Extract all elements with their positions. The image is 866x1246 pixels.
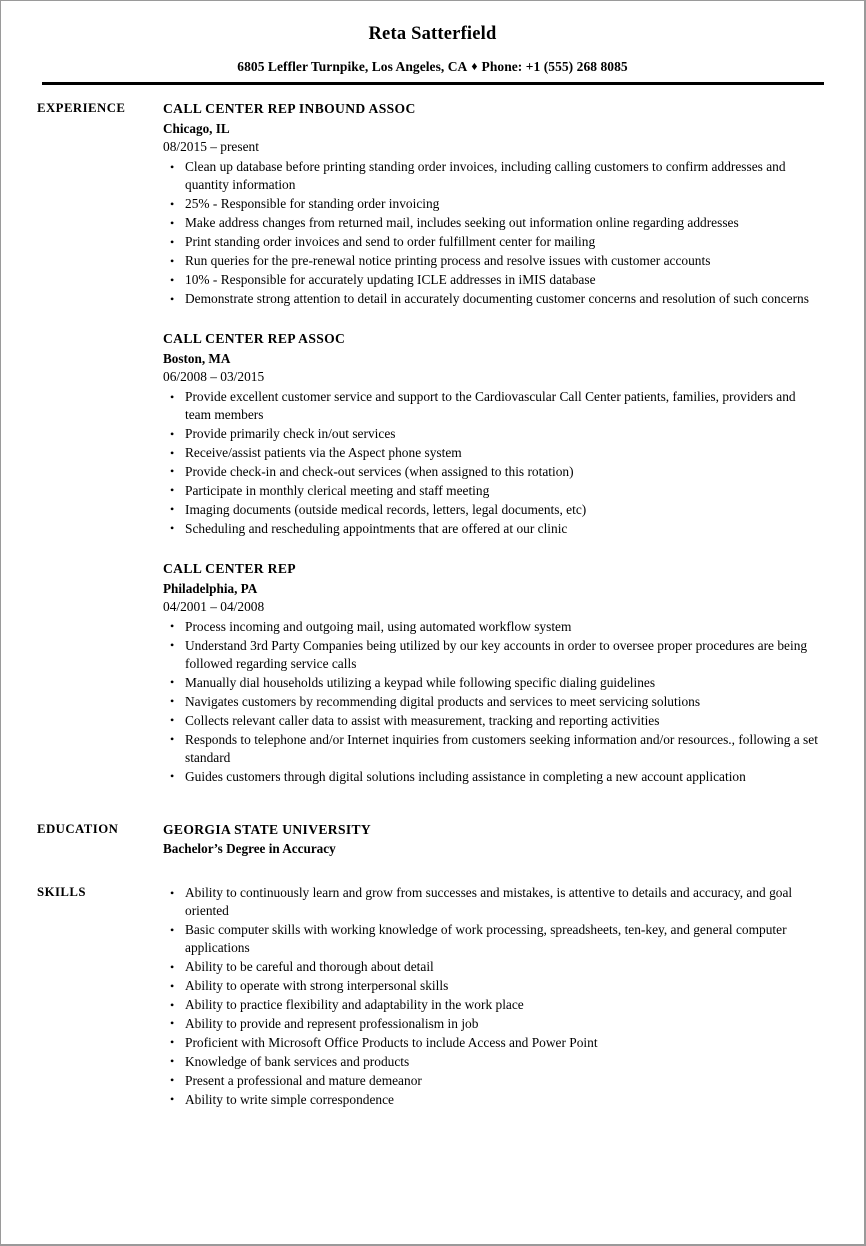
job-bullet: • Receive/assist patients via the Aspect phone system bbox=[163, 444, 822, 462]
job-title: CALL CENTER REP bbox=[163, 560, 296, 576]
candidate-contact-line bbox=[1, 59, 864, 75]
skills-label-column bbox=[37, 884, 163, 900]
candidate-name: Reta Satterfield bbox=[368, 24, 497, 44]
skill-bullet: • Basic computer skills with working knowledge of work processing, spreadsheets, ten-key, and general computer applications bbox=[163, 921, 822, 957]
skill-bullet: • Proficient with Microsoft Office Products to include Access and Power Point bbox=[163, 1034, 822, 1052]
education-content bbox=[163, 821, 822, 859]
skill-bullet: • Ability to provide and represent professionalism in job bbox=[163, 1015, 822, 1033]
job-bullet: • 10% - Responsible for accurately updating ICLE addresses in iMIS database bbox=[163, 271, 822, 289]
job-bullet: • Manually dial households utilizing a keypad while following specific dialing guidelines bbox=[163, 674, 822, 692]
job-location: Chicago, IL bbox=[163, 121, 230, 137]
section-label-education: EDUCATION bbox=[37, 821, 119, 836]
job-bullet: • Collects relevant caller data to assist with measurement, tracking and reporting activities bbox=[163, 712, 822, 730]
job-dates: 04/2001 – 04/2008 bbox=[163, 598, 265, 614]
job-title: CALL CENTER REP INBOUND ASSOC bbox=[163, 101, 416, 117]
job-bullet: • Run queries for the pre-renewal notice printing process and resolve issues with customer accounts bbox=[163, 252, 822, 270]
experience-content bbox=[163, 100, 822, 786]
section-education bbox=[37, 821, 822, 859]
skill-bullet: • Ability to operate with strong interpersonal skills bbox=[163, 977, 822, 995]
job-title: CALL CENTER REP ASSOC bbox=[163, 330, 346, 346]
job-bullet: • Participate in monthly clerical meeting and staff meeting bbox=[163, 482, 822, 500]
candidate-address: 6805 Leffler Turnpike, Los Angeles, CA bbox=[237, 59, 468, 75]
job-dates: 08/2015 – present bbox=[163, 138, 259, 154]
job-bullet-list bbox=[163, 618, 822, 786]
job-bullet: • Understand 3rd Party Companies being utilized by our key accounts in order to oversee proper procedures are being followed regarding service calls bbox=[163, 637, 822, 673]
job-bullet-list bbox=[163, 158, 822, 308]
job-location: Boston, MA bbox=[163, 350, 231, 366]
job-bullet: • Imaging documents (outside medical records, letters, legal documents, etc) bbox=[163, 501, 822, 519]
job-bullet: • 25% - Responsible for standing order invoicing bbox=[163, 195, 822, 213]
job-bullet: • Provide excellent customer service and support to the Cardiovascular Call Center patients, families, providers and team members bbox=[163, 388, 822, 424]
section-label-skills: SKILLS bbox=[37, 885, 86, 900]
skill-bullet: • Present a professional and mature demeanor bbox=[163, 1072, 822, 1090]
job-location: Philadelphia, PA bbox=[163, 580, 258, 596]
job-bullet: • Scheduling and rescheduling appointments that are offered at our clinic bbox=[163, 520, 822, 538]
job-bullet: • Responds to telephone and/or Internet inquiries from customers seeking information and/or resources., following a set standard bbox=[163, 731, 822, 767]
skills-content bbox=[163, 884, 822, 1109]
skill-bullet: • Ability to write simple correspondence bbox=[163, 1091, 822, 1109]
section-label-experience: EXPERIENCE bbox=[37, 101, 126, 116]
education-degree: Bachelor’s Degree in Accuracy bbox=[163, 841, 336, 857]
job-bullet: • Guides customers through digital solutions including assistance in completing a new account application bbox=[163, 768, 822, 786]
diamond-separator-icon: ♦ bbox=[471, 59, 478, 74]
resume-header bbox=[1, 1, 864, 85]
education-label-column bbox=[37, 821, 163, 837]
resume-body bbox=[1, 85, 864, 1110]
skill-bullet: • Ability to continuously learn and grow from successes and mistakes, is attentive to details and accuracy, and goal oriented bbox=[163, 884, 822, 920]
job-bullet: • Provide primarily check in/out services bbox=[163, 425, 822, 443]
candidate-phone: Phone: +1 (555) 268 8085 bbox=[481, 59, 628, 75]
job-entry bbox=[163, 100, 822, 308]
job-bullet: • Navigates customers by recommending digital products and services to meet servicing solutions bbox=[163, 693, 822, 711]
job-dates: 06/2008 – 03/2015 bbox=[163, 368, 265, 384]
section-experience bbox=[37, 100, 822, 786]
experience-label-column bbox=[37, 100, 163, 116]
job-bullet: • Provide check-in and check-out services (when assigned to this rotation) bbox=[163, 463, 822, 481]
skill-bullet: • Ability to practice flexibility and adaptability in the work place bbox=[163, 996, 822, 1014]
education-school: GEORGIA STATE UNIVERSITY bbox=[163, 821, 372, 837]
skill-bullet: • Ability to be careful and thorough about detail bbox=[163, 958, 822, 976]
section-skills bbox=[37, 884, 822, 1109]
job-bullet: • Clean up database before printing standing order invoices, including calling customers to confirm addresses and quantity information bbox=[163, 158, 822, 194]
job-bullet: • Demonstrate strong attention to detail in accurately documenting customer concerns and resolution of such concerns bbox=[163, 290, 822, 308]
job-bullet: • Print standing order invoices and send to order fulfillment center for mailing bbox=[163, 233, 822, 251]
skill-bullet: • Knowledge of bank services and products bbox=[163, 1053, 822, 1071]
job-bullet: • Make address changes from returned mail, includes seeking out information online regarding addresses bbox=[163, 214, 822, 232]
job-bullet: • Process incoming and outgoing mail, using automated workflow system bbox=[163, 618, 822, 636]
skills-bullet-list bbox=[163, 884, 822, 1108]
job-bullet-list bbox=[163, 388, 822, 538]
job-entry bbox=[163, 560, 822, 786]
job-entry bbox=[163, 330, 822, 538]
